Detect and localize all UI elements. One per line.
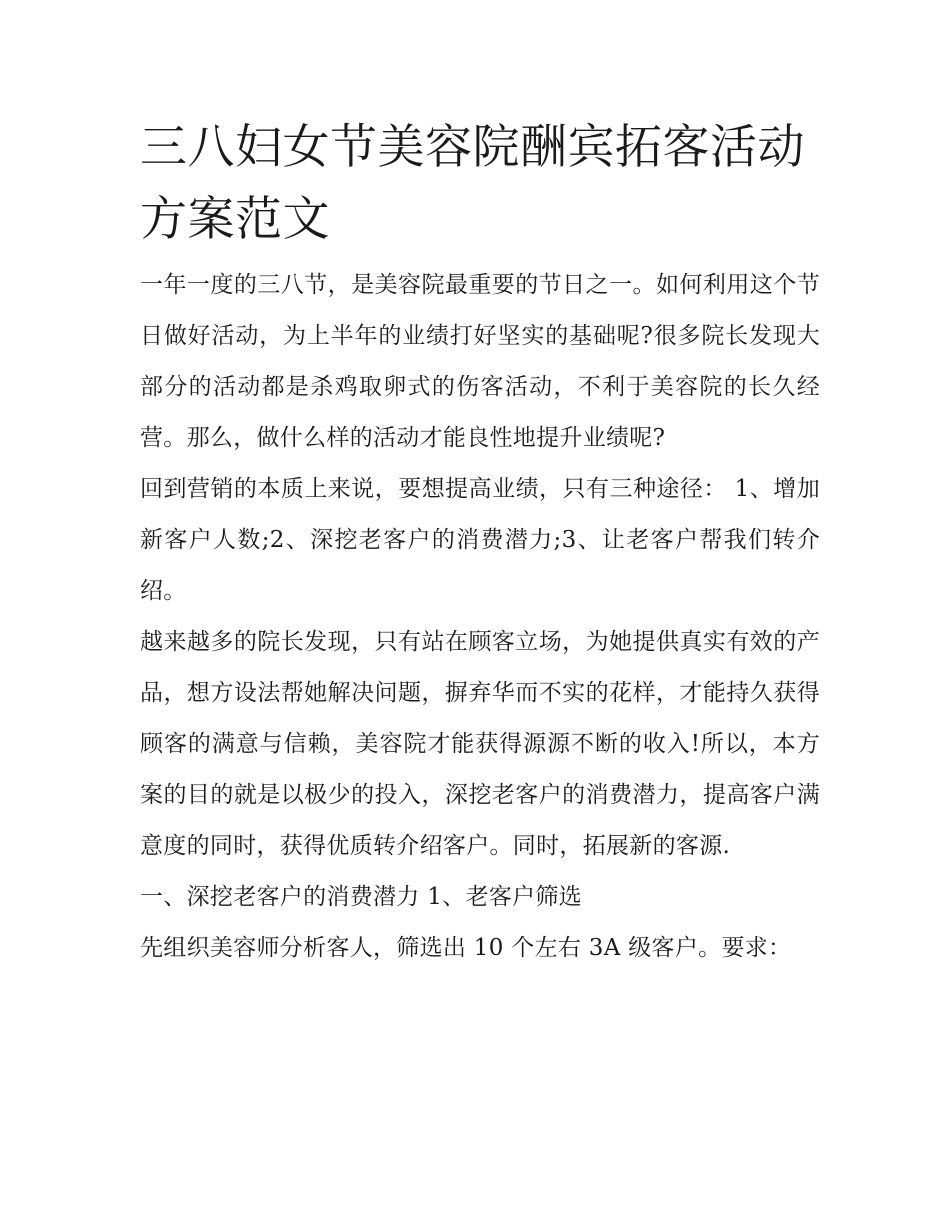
paragraph-intro: 一年一度的三八节，是美容院最重要的节日之一。如何利用这个节日做好活动，为上半年的业绩打好坚实的基础呢?很多院长发现大部分的活动都是杀鸡取卵式的伤客活动，不利于美容院的长久经营。那么，做什么样的活动才能良性地提升业绩呢?	[140, 272, 820, 451]
section-heading-1: 一、深挖老客户的消费潜力 1、老客户筛选	[140, 884, 582, 910]
document-title: 三八妇女节美容院酬宾拓客活动方案范文	[140, 120, 805, 247]
document-body	[140, 112, 820, 974]
paragraph-customer-stance: 越来越多的院长发现，只有站在顾客立场，为她提供真实有效的产品，想方设法帮她解决问题，摒弃华而不实的花样，才能持久获得顾客的满意与信赖，美容院才能获得源源不断的收入!所以，本方案的目的就是以极少的投入，深挖老客户的消费潜力，提高客户满意度的同时，获得优质转介绍客户。同时，拓展新的客源.	[140, 629, 820, 859]
paragraph-marketing-paths: 回到营销的本质上来说，要想提高业绩，只有三种途径： 1、增加新客户人数;2、深挖老客户的消费潜力;3、让老客户帮我们转介绍。	[140, 476, 820, 604]
paragraph-customer-screening: 先组织美容师分析客人，筛选出 10 个左右 3A 级客户。要求：	[140, 935, 792, 961]
